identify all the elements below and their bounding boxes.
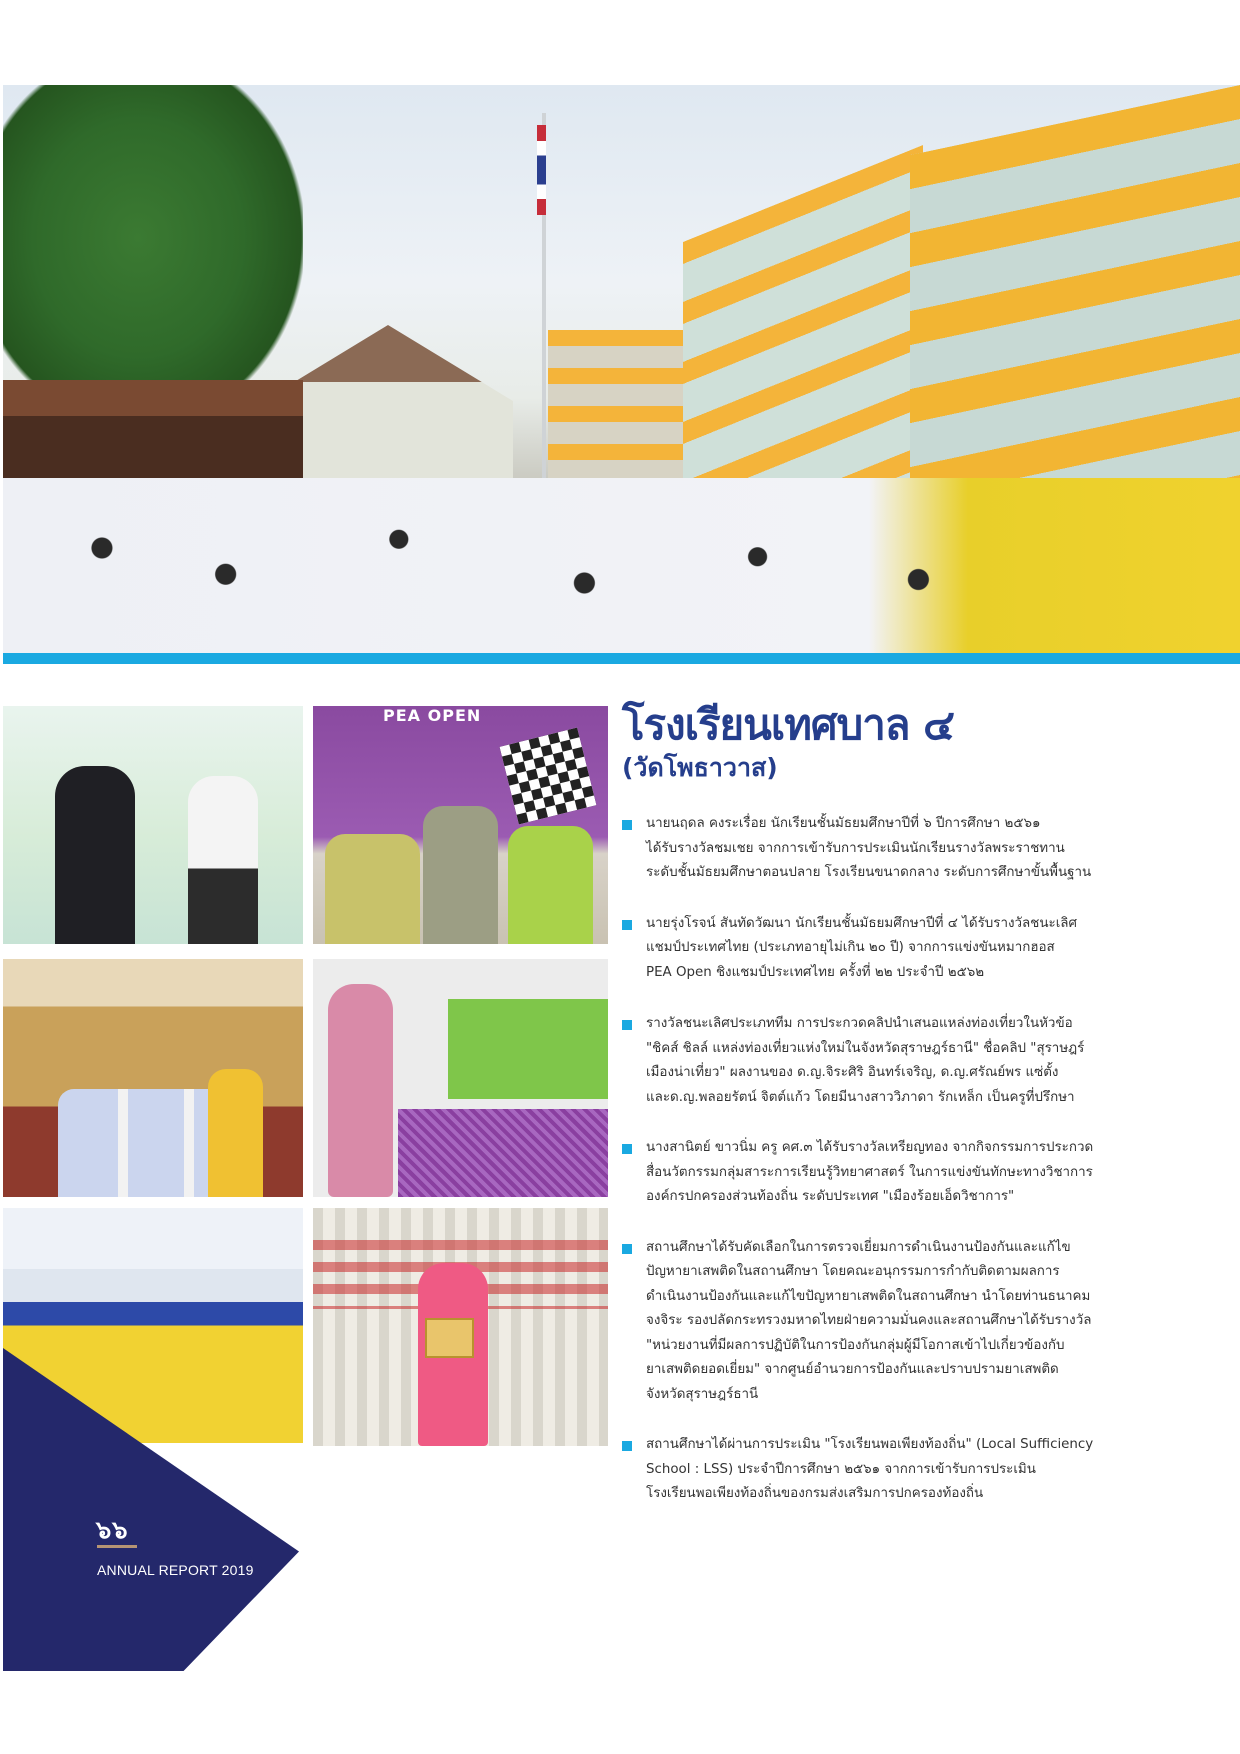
line: "ชิคส์ ชิลล์ แหล่งท่องเที่ยวแห่งใหม่ในจังหวัดสุราษฎร์ธานี" ชื่อคลิป "สุราษฎร์ xyxy=(646,1040,1085,1056)
line: สถานศึกษาได้รับคัดเลือกในการตรวจเยี่ยมการดำเนินงานป้องกันและแก้ไข xyxy=(646,1239,1071,1255)
photo-lss-certificate xyxy=(313,1208,608,1446)
sign-text: PEA OPEN xyxy=(383,706,482,725)
list-item xyxy=(622,1433,1122,1507)
seated-students xyxy=(3,478,1240,653)
line: นางสานิตย์ ขาวนิ่ม ครู คศ.๓ ได้รับรางวัลเหรียญทอง จากกิจกรรมการประกวด xyxy=(646,1140,1094,1155)
line: และด.ญ.พลอยรัตน์ จิตต์แก้ว โดยมีนางสาววิภาดา รักเหล็ก เป็นครูที่ปรึกษา xyxy=(646,1089,1075,1105)
line: องค์กรปกครองส่วนท้องถิ่น ระดับประเทศ "เมืองร้อยเอ็ดวิชาการ" xyxy=(646,1189,1015,1204)
bullet-square-icon xyxy=(622,820,632,830)
person-shape xyxy=(328,984,393,1197)
person-shape xyxy=(325,834,420,944)
exhibit-table xyxy=(398,1109,608,1197)
person-shape xyxy=(508,826,593,944)
line: จังหวัดสุราษฎร์ธานี xyxy=(646,1386,759,1402)
line: นายนฤดล คงระเรื่อย นักเรียนชั้นมัธยมศึกษาปีที่ ๖ ปีการศึกษา ๒๕๖๑ xyxy=(646,816,1041,831)
line: แชมป์ประเทศไทย (ประเภทอายุไม่เกิน ๒๐ ปี) จากการแข่งขันหมากฮอส xyxy=(646,940,1055,955)
line: รางวัลชนะเลิศประเภททีม การประกวดคลิปนำเสนอแหล่งท่องเที่ยวในหัวข้อ xyxy=(646,1016,1073,1031)
photo-award-handover xyxy=(3,706,303,944)
thai-flag-icon xyxy=(537,125,546,215)
bullet-square-icon xyxy=(622,920,632,930)
line: School : LSS) ประจำปีการศึกษา ๒๕๖๑ จากการเข้ารับการประเมิน xyxy=(646,1461,1036,1477)
banner-photo-school-assembly xyxy=(3,85,1240,653)
line: PEA Open ชิงแชมป์ประเทศไทย ครั้งที่ ๒๒ ประจำปี ๒๕๖๒ xyxy=(646,964,985,980)
line: จงจิระ รองปลัดกระทรวงมหาดไทยฝ่ายความมั่นคงและสถานศึกษาได้รับรางวัล xyxy=(646,1313,1092,1328)
bullet-square-icon xyxy=(622,1144,632,1154)
page-number-rule xyxy=(97,1545,137,1548)
achievement-list xyxy=(622,812,1122,1507)
list-item xyxy=(622,1136,1122,1210)
report-label: ANNUAL REPORT 2019 xyxy=(97,1562,254,1578)
list-item xyxy=(622,1236,1122,1408)
bullet-square-icon xyxy=(622,1441,632,1451)
line: "หน่วยงานที่มีผลการปฏิบัติในการป้องกันกลุ่มผู้มีโอกาสเข้าไปเกี่ยวข้องกับ xyxy=(646,1337,1065,1353)
checkerboard-icon xyxy=(500,728,597,825)
line: สื่อนวัตกรรมกลุ่มสาระการเรียนรู้วิทยาศาสตร์ ในการแข่งขันทักษะทางวิชาการ xyxy=(646,1164,1093,1180)
line: เมืองน่าเที่ยว" ผลงานของ ด.ญ.จิระศิริ อินทร์เจริญ, ด.ญ.ศรัณย์พร แซ่ตั้ง xyxy=(646,1065,1059,1080)
bullet-square-icon xyxy=(622,1020,632,1030)
list-item xyxy=(622,812,1122,886)
line: สถานศึกษาได้ผ่านการประเมิน "โรงเรียนพอเพียงท้องถิ่น" (Local Sufficiency xyxy=(646,1437,1094,1452)
exhibit-board xyxy=(448,999,608,1099)
certificate-icon xyxy=(425,1318,474,1358)
list-item xyxy=(622,912,1122,986)
line: โรงเรียนพอเพียงท้องถิ่นของกรมส่งเสริมการปกครองท้องถิ่น xyxy=(646,1486,984,1501)
line: ยาเสพติดยอดเยี่ยม" จากศูนย์อำนวยการป้องกันและปราบปรามยาเสพติด xyxy=(646,1362,1059,1377)
tree-shape xyxy=(3,85,303,425)
person-shape xyxy=(208,1069,263,1197)
page-number: ๖๖ xyxy=(96,1516,129,1544)
accent-divider xyxy=(3,653,1240,664)
person-shape xyxy=(423,806,498,944)
line: นายรุ่งโรจน์ สันทัดวัฒนา นักเรียนชั้นมัธยมศึกษาปีที่ ๔ ได้รับรางวัลชนะเลิศ xyxy=(646,915,1077,931)
line: ได้รับรางวัลชมเชย จากการเข้ารับการประเมินนักเรียนรางวัลพระราชทาน xyxy=(646,840,1065,856)
person-shape xyxy=(188,776,258,944)
line: ปัญหายาเสพติดในสถานศึกษา โดยคณะอนุกรรมการกำกับติดตามผลการ xyxy=(646,1264,1060,1279)
list-item xyxy=(622,1012,1122,1110)
photo-students-certificates xyxy=(3,959,303,1197)
page-title: โรงเรียนเทศบาล ๔ xyxy=(622,700,954,749)
photo-pea-open-chess xyxy=(313,706,608,944)
page-subtitle: (วัดโพธาวาส) xyxy=(622,753,778,782)
line: ดำเนินงานป้องกันและแก้ไขปัญหายาเสพติดในสถานศึกษา นำโดยท่านธนาคม xyxy=(646,1288,1091,1304)
line: ระดับชั้นมัธยมศึกษาตอนปลาย โรงเรียนขนาดกลาง ระดับการศึกษาขั้นพื้นฐาน xyxy=(646,865,1092,880)
photo-teacher-booth xyxy=(313,959,608,1197)
person-shape xyxy=(55,766,135,944)
bullet-square-icon xyxy=(622,1244,632,1254)
